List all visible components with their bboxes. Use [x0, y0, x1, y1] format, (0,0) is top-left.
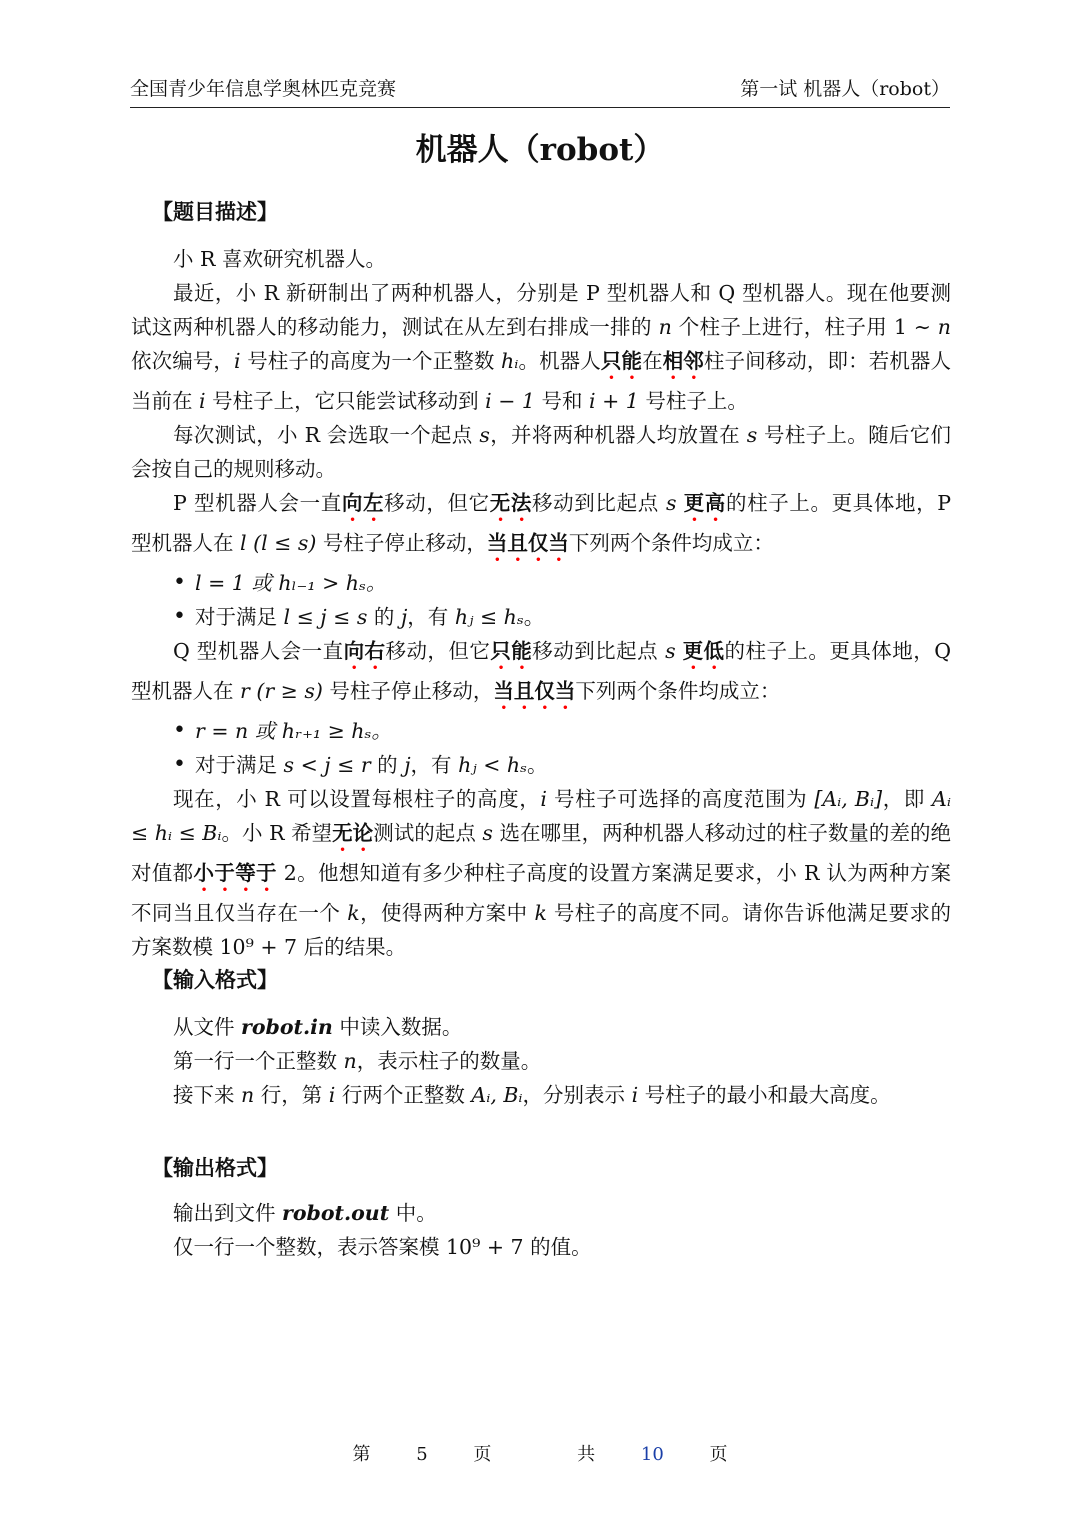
- section-heading-output: 【输出格式】: [152, 1156, 278, 1180]
- p-robot-conditions: [131, 566, 951, 634]
- list-item: • 对于满足 s < j ≤ r 的 j，有 hⱼ < hₛ。: [173, 748, 951, 782]
- paragraph-p-robot: P 型机器人会一直向左移动，但它无法移动到比起点 s 更高的柱子上。更具体地，P 型机器人在 l (l ≤ s) 号柱子停止移动，当且仅当下列两个条件均成立：: [131, 491, 952, 555]
- output-line-1: 输出到文件 robot.out 中。: [173, 1201, 437, 1225]
- q-robot-conditions: [131, 714, 951, 782]
- section-heading-description: 【题目描述】: [152, 200, 278, 224]
- list-item: • r = n 或 hᵣ₊₁ ≥ hₛ。: [173, 714, 951, 748]
- description-body: [131, 242, 951, 964]
- paragraph-intro: 小 R 喜欢研究机器人。: [173, 247, 386, 271]
- section-name: 第一试 机器人（robot）: [740, 78, 950, 100]
- paragraph-task: 现在，小 R 可以设置每根柱子的高度，i 号柱子可选择的高度范围为 [Aᵢ, Bᵢ]，即 Aᵢ ≤ hᵢ ≤ Bᵢ。小 R 希望无论测试的起点 s 选在哪里，两种机器人移动过的柱子数量的差的绝对值都小于等于 2。他想知道有多少种柱子高度的设置方案满足要求，小 R 认为两种方案不同当且仅当存在一个 k，使得两种方案中 k 号柱子的高度不同。请你告诉他满足要求的方案数模 10⁹ + 7 后的结果。: [131, 787, 952, 959]
- output-body: [131, 1196, 951, 1264]
- contest-name: 全国青少年信息学奥林匹克竞赛: [130, 78, 397, 100]
- input-body: [131, 1010, 951, 1112]
- paragraph-q-robot: Q 型机器人会一直向右移动，但它只能移动到比起点 s 更低的柱子上。更具体地，Q 型机器人在 r (r ≥ s) 号柱子停止移动，当且仅当下列两个条件均成立：: [131, 639, 952, 703]
- list-item: • 对于满足 l ≤ j ≤ s 的 j，有 hⱼ ≤ hₛ。: [173, 600, 951, 634]
- input-line-1: 从文件 robot.in 中读入数据。: [173, 1015, 463, 1039]
- output-line-2: 仅一行一个整数，表示答案模 10⁹ + 7 的值。: [173, 1235, 592, 1259]
- input-line-2: 第一行一个正整数 n，表示柱子的数量。: [173, 1049, 542, 1073]
- list-item: • l = 1 或 hₗ₋₁ > hₛ。: [173, 566, 951, 600]
- section-heading-input: 【输入格式】: [152, 968, 278, 992]
- total-pages: 共 10 页: [577, 1444, 728, 1465]
- page-footer: [0, 1440, 1080, 1466]
- paragraph-setup: 最近，小 R 新研制出了两种机器人，分别是 P 型机器人和 Q 型机器人。现在他要测试这两种机器人的移动能力，测试在从左到右排成一排的 n 个柱子上进行，柱子用 1 ∼ n 依次编号，i 号柱子的高度为一个正整数 hᵢ。机器人只能在相邻柱子间移动，即：若机器人当前在 i 号柱子上，它只能尝试移动到 i − 1 号和 i + 1 号柱子上。: [131, 281, 952, 413]
- page-header: [130, 74, 950, 108]
- page-number: 第 5 页: [352, 1444, 492, 1465]
- page-title: 机器人（robot）: [415, 132, 665, 168]
- paragraph-test: 每次测试，小 R 会选取一个起点 s，并将两种机器人均放置在 s 号柱子上。随后它们会按自己的规则移动。: [131, 423, 951, 481]
- input-line-3: 接下来 n 行，第 i 行两个正整数 Aᵢ, Bᵢ，分别表示 i 号柱子的最小和最大高度。: [173, 1083, 891, 1107]
